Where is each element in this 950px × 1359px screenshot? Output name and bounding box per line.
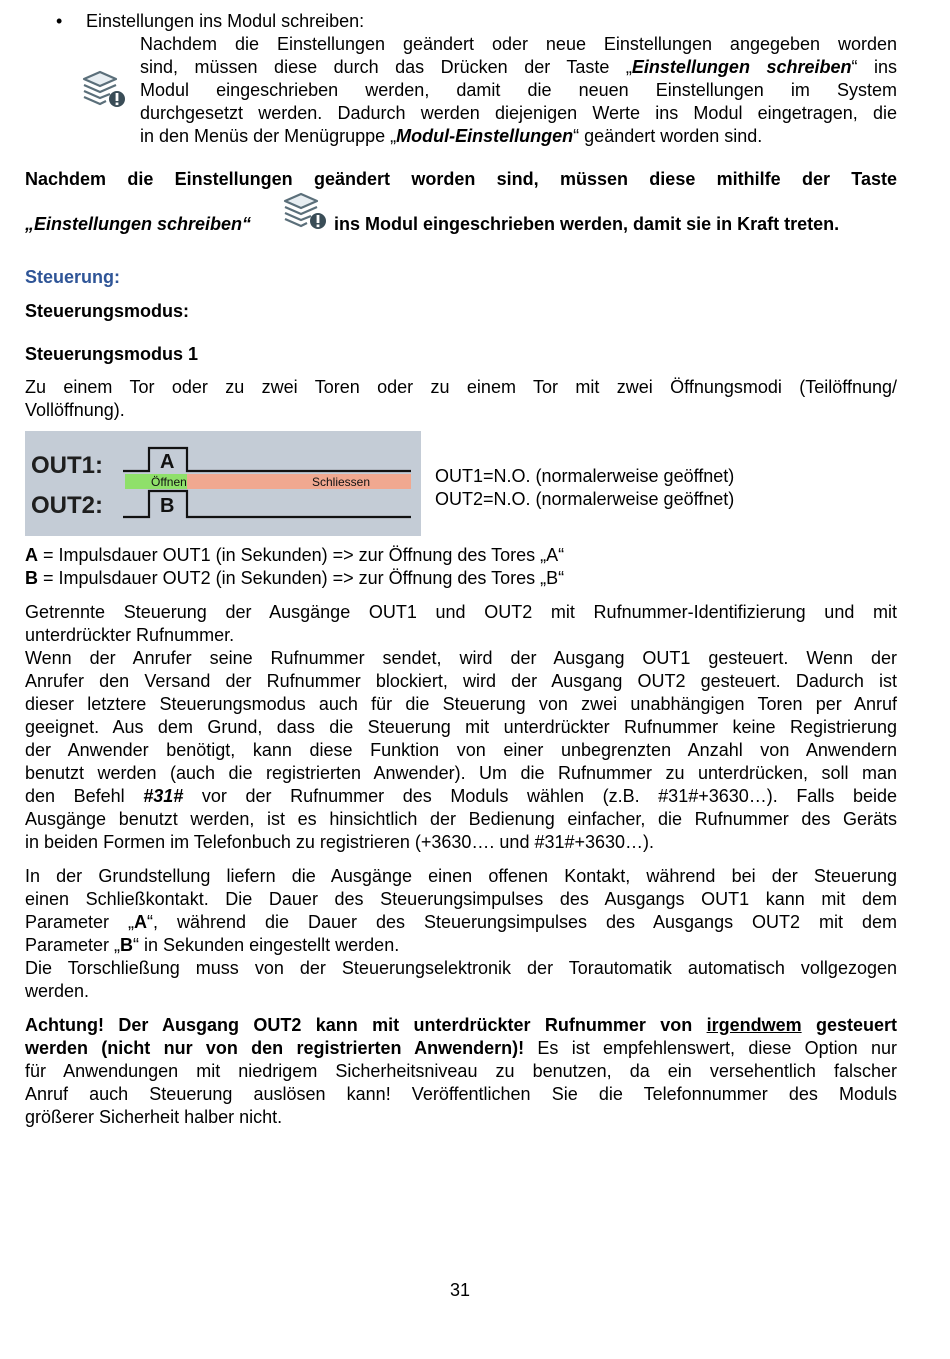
body1-line-1: Getrennte Steuerung der Ausgänge OUT1 und OUT2 mit Rufnummer-Identifizierung und mit — [25, 602, 897, 622]
warning-line-2: werden (nicht nur von den registrierten Anwendern)! Es ist empfehlenswert, diese Option nur — [25, 1038, 897, 1058]
out1-info: OUT1=N.O. (normalerweise geöffnet) — [435, 466, 735, 486]
param-a: A = Impulsdauer OUT1 (in Sekunden) => zur Öffnung des Tores „A“ — [25, 545, 565, 565]
body1-line-2: unterdrückter Rufnummer. — [25, 625, 235, 645]
out1-label: OUT1: — [31, 452, 103, 479]
body-paragraph-1 — [25, 601, 897, 854]
subheading-mode-1: Steuerungsmodus 1 — [25, 344, 199, 364]
body1-line-4: Anrufer den Versand der Rufnummer blockiert, wird der Ausgang OUT2 gesteuert. Dadurch ist — [25, 671, 897, 691]
timing-diagram — [25, 431, 421, 536]
bullet-line-5: in den Menüs der Menügruppe „Modul-Einstellungen“ geändert worden sind. — [140, 126, 763, 146]
body2-line-3: Parameter „A“, während die Dauer des Steuerungsimpulses des Ausgangs OUT2 mit dem — [25, 912, 897, 932]
body1-line-6: geeignet. Aus dem Grund, dass die Steuerung mit unterdrückter Rufnummer keine Registrierung — [25, 717, 897, 737]
bullet-title: Einstellungen ins Modul schreiben: — [86, 11, 365, 31]
close-band — [187, 474, 411, 489]
warning-line-5: größerer Sicherheit halber nicht. — [25, 1107, 283, 1127]
out2-label: OUT2: — [31, 492, 103, 519]
note-line-2-rest: ins Modul eingeschrieben werden, damit sie in Kraft treten. — [334, 214, 840, 234]
warning-paragraph — [25, 1014, 897, 1129]
param-b: B = Impulsdauer OUT2 (in Sekunden) => zur Öffnung des Tores „B“ — [25, 568, 565, 588]
body2-line-5: Die Torschließung muss von der Steuerungselektronik der Torautomatik automatisch vollgezogen — [25, 958, 897, 978]
intro-line-2: Vollöffnung). — [25, 400, 125, 420]
bullet-line-1: Nachdem die Einstellungen geändert oder neue Einstellungen angegeben worden — [140, 34, 897, 54]
body1-line-7: der Anwender benötigt, kann diese Funktion von einer unbegrenzten Anzahl von Anwendern — [25, 740, 897, 760]
body2-line-4: Parameter „B“ in Sekunden eingestellt werden. — [25, 935, 400, 955]
warning-line-4: Anruf auch Steuerung auslösen kann! Veröffentlichen Sie die Telefonnummer des Moduls — [25, 1084, 897, 1104]
body1-line-3: Wenn der Anrufer seine Rufnummer sendet, wird der Ausgang OUT1 gesteuert. Wenn der — [25, 648, 897, 668]
section-heading: Steuerung: — [25, 267, 121, 287]
close-label: Schliessen — [312, 475, 371, 489]
bullet-line-2: sind, müssen diese durch das Drücken der Taste „Einstellungen schreiben“ ins — [140, 57, 897, 77]
body-paragraph-2 — [25, 865, 897, 1003]
pulse-b-label: B — [160, 495, 175, 517]
subheading-mode: Steuerungsmodus: — [25, 301, 190, 321]
body1-line-9: den Befehl #31# vor der Rufnummer des Moduls wählen (z.B. #31#+3630…). Falls beide — [25, 786, 897, 806]
body1-line-5: dieser letztere Steuerungsmodus auch für die Steuerung von zwei unabhängigen Toren per Anruf — [25, 694, 897, 714]
body2-line-1: In der Grundstellung liefern die Ausgänge einen offenen Kontakt, während bei der Steuerung — [25, 866, 897, 886]
body1-line-8: benutzt werden (auch die registrierten Anwender). Um die Rufnummer zu unterdrücken, soll man — [25, 763, 897, 783]
bullet-dot: • — [56, 11, 63, 31]
write-settings-icon-inline — [281, 190, 329, 234]
intro-line-1: Zu einem Tor oder zu zwei Toren oder zu einem Tor mit zwei Öffnungsmodi (Teilöffnung/ — [25, 377, 897, 397]
write-settings-icon — [80, 68, 128, 112]
body2-line-6: werden. — [25, 981, 90, 1001]
warning-line-1: Achtung! Der Ausgang OUT2 kann mit unterdrückter Rufnummer von irgendwem gesteuert — [25, 1015, 897, 1035]
note-line-1: Nachdem die Einstellungen geändert worden sind, müssen diese mithilfe der Taste — [25, 169, 897, 189]
body1-line-10: Ausgänge benutzt werden, ist es hinsichtlich der Bedienung einfacher, die Rufnummer des Geräts — [25, 809, 897, 829]
warning-line-3: für Anwendungen mit niedrigem Sicherheitsniveau zu benutzen, da ein versehentlich falscher — [25, 1061, 897, 1081]
body2-line-2: einen Schließkontakt. Die Dauer des Steuerungsimpulses des Ausgangs OUT1 kann mit dem — [25, 889, 897, 909]
out2-info: OUT2=N.O. (normalerweise geöffnet) — [435, 489, 735, 509]
open-label: Öffnen — [151, 475, 187, 489]
body1-line-11: in beiden Formen im Telefonbuch zu registrieren (+3630…. und #31#+3630…). — [25, 832, 655, 852]
bullet-line-4: durchgesetzt werden. Dadurch werden diejenigen Werte ins Modul eingetragen, die — [140, 103, 897, 123]
pulse-a-label: A — [160, 451, 175, 473]
page-number: 31 — [450, 1280, 471, 1300]
bullet-line-3: Modul eingeschrieben werden, damit die neuen Einstellungen im System — [140, 80, 897, 100]
note-line-2-key: „Einstellungen schreiben“ — [25, 214, 252, 234]
